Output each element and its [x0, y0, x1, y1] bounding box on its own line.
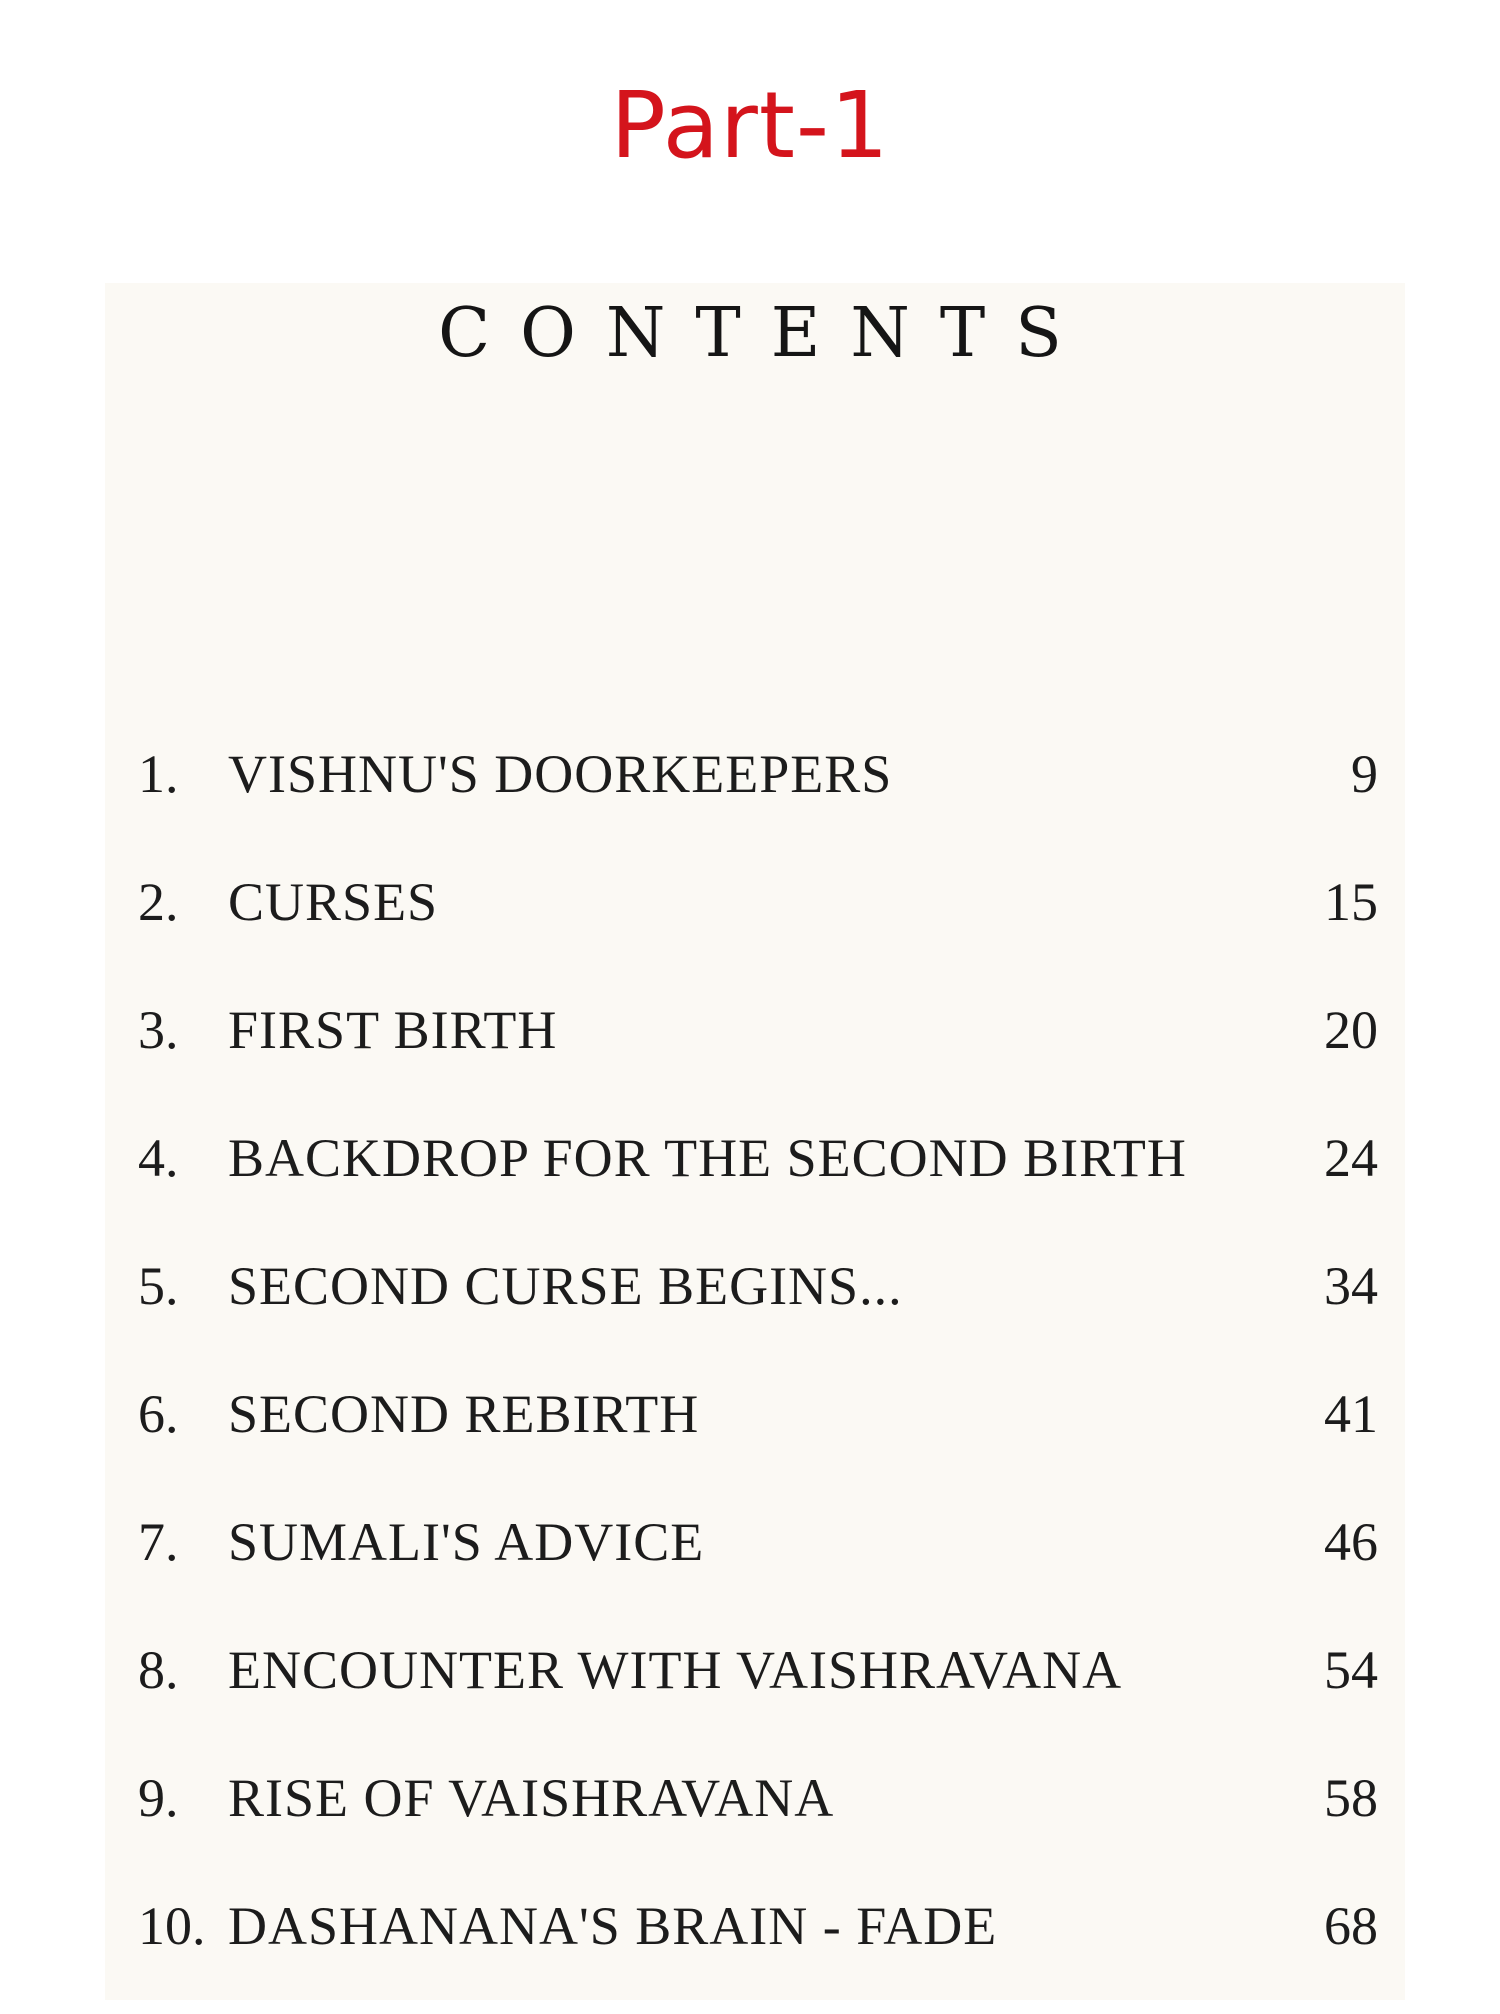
toc-entry-4 [138, 1118, 1378, 1246]
toc-entry-title: FIRST BIRTH [228, 1000, 558, 1060]
toc-entry-8 [138, 1630, 1378, 1758]
toc-entry-title: SUMALI'S ADVICE [228, 1512, 705, 1572]
toc-entry-number: 9. [138, 1768, 179, 1828]
toc-entry-1 [138, 734, 1378, 862]
toc-entry-number: 8. [138, 1640, 179, 1700]
toc-entry-page: 9 [1351, 744, 1378, 804]
toc-entry-number: 5. [138, 1256, 179, 1316]
toc-entry-page: 24 [1324, 1128, 1378, 1188]
toc-entry-page: 15 [1324, 872, 1378, 932]
toc-entry-title: RISE OF VAISHRAVANA [228, 1768, 835, 1828]
toc-entry-number: 2. [138, 872, 179, 932]
toc-entry-2 [138, 862, 1378, 990]
toc-entry-title: CURSES [228, 872, 439, 932]
toc-entry-3 [138, 990, 1378, 1118]
toc-entry-page: 20 [1324, 1000, 1378, 1060]
toc-entry-title: DASHANANA'S BRAIN - FADE [228, 1896, 998, 1956]
table-of-contents [138, 734, 1378, 2014]
toc-entry-number: 4. [138, 1128, 179, 1188]
toc-entry-title: SECOND REBIRTH [228, 1384, 700, 1444]
toc-entry-number: 7. [138, 1512, 179, 1572]
part-label: Part-1 [610, 72, 890, 179]
toc-entry-10 [138, 1886, 1378, 2014]
toc-entry-number: 10. [138, 1896, 206, 1956]
toc-entry-page: 34 [1324, 1256, 1378, 1316]
toc-entry-title: BACKDROP FOR THE SECOND BIRTH [228, 1128, 1187, 1188]
toc-entry-number: 1. [138, 744, 179, 804]
toc-entry-page: 46 [1324, 1512, 1378, 1572]
contents-heading: CONTENTS [438, 294, 1092, 373]
toc-entry-9 [138, 1758, 1378, 1886]
toc-entry-5 [138, 1246, 1378, 1374]
toc-entry-number: 6. [138, 1384, 179, 1444]
toc-entry-page: 68 [1324, 1896, 1378, 1956]
toc-entry-title: SECOND CURSE BEGINS... [228, 1256, 903, 1316]
toc-entry-page: 58 [1324, 1768, 1378, 1828]
toc-entry-title: VISHNU'S DOORKEEPERS [228, 744, 893, 804]
toc-entry-page: 41 [1324, 1384, 1378, 1444]
toc-entry-page: 54 [1324, 1640, 1378, 1700]
toc-entry-7 [138, 1502, 1378, 1630]
toc-entry-6 [138, 1374, 1378, 1502]
toc-entry-title: ENCOUNTER WITH VAISHRAVANA [228, 1640, 1123, 1700]
toc-entry-number: 3. [138, 1000, 179, 1060]
